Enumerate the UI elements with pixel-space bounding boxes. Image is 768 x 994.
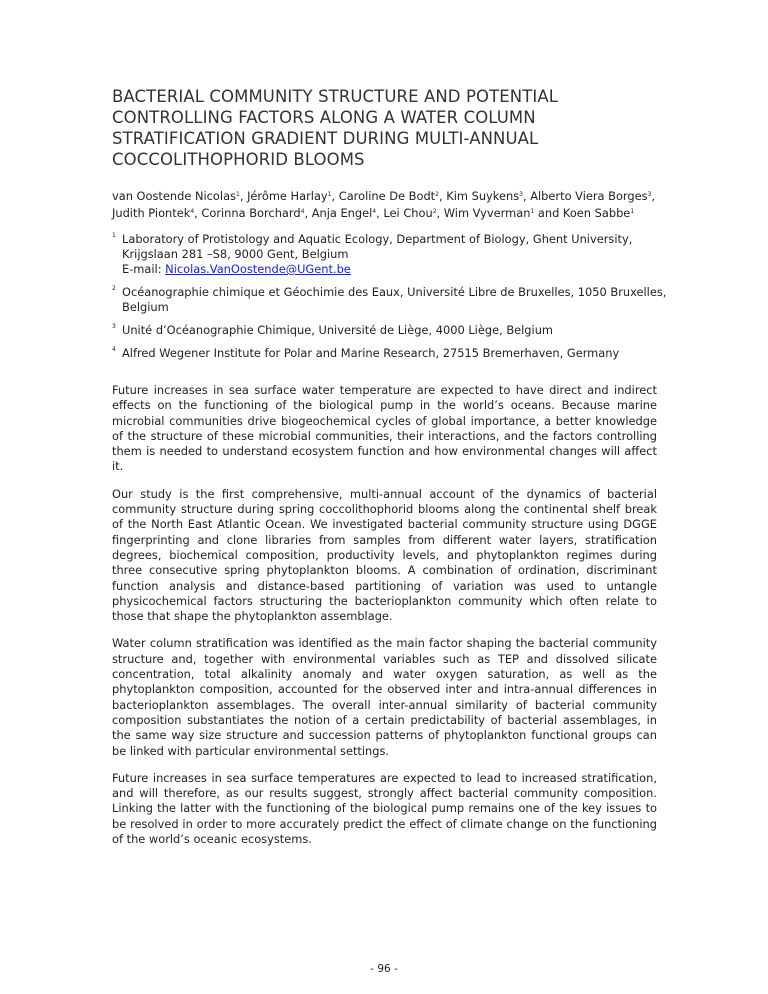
author-affiliation-ref: 1 (235, 191, 240, 198)
affiliation-number: 2 (112, 285, 116, 292)
affiliation-3 (112, 323, 672, 338)
affiliation-number: 3 (112, 323, 116, 330)
affiliation-list (112, 232, 667, 361)
author-affiliation-ref: 1 (630, 208, 635, 215)
author-name: Jérôme Harlay (247, 189, 328, 203)
affiliation-number: 1 (112, 232, 116, 239)
author-list: van Oostende Nicolas$^1$, Jérôme Harlay$^1$, Caroline De Bodt$^2$, Kim Suykens$^3$, Alberto Viera Borges$^3$, Judith Piontek$^4$, Corinna Borchard$^4$, Anja Engel$^4$, Lei Chou$^2$, Wim Vyverman$^1$ and Koen Sabbe$^1$ (112, 189, 656, 220)
affiliation-text: Krijgslaan 281 –S8, 9000 Gent, Belgium (122, 247, 349, 261)
author-name: Judith Piontek (112, 206, 191, 220)
author-name: Corinna Borchard (201, 206, 301, 220)
affiliation-text: Océanographie chimique et Géochimie des Eaux, Université Libre de Bruxelles, 1050 Bruxelles, (122, 285, 667, 299)
abstract-paragraph-2: Our study is the first comprehensive, multi-annual account of the dynamics of bacterial community structure during spring coccolithophorid blooms along the continental shelf break of the North East Atlantic Ocean. We investigated bacterial community structure using DGGE fingerprinting and clone libraries from samples from different water layers, stratification degrees, biochemical composition, productivity levels, and phytoplankton regimes during three consecutive spring phytoplankton blooms. A combination of ordination, discriminant function analysis and distance-based partitioning of variation was used to untangle physicochemical factors structuring the bacterioplankton community which often relate to those that shape the phytoplankton assemblage. (112, 486, 657, 624)
author-affiliation-ref: 4 (190, 208, 195, 215)
author-affiliation-ref: 1 (327, 191, 332, 198)
author-name: Alberto Viera Borges (530, 189, 648, 203)
affiliation-2 (112, 285, 672, 315)
affiliation-text: Laboratory of Protistology and Aquatic Ecology, Department of Biology, Ghent University, (122, 232, 633, 246)
author-affiliation-ref: 1 (530, 208, 535, 215)
document-title: BACTERIAL COMMUNITY STRUCTURE AND POTENTIAL CONTROLLING FACTORS ALONG A WATER COLUMN STRATIFICATION GRADIENT DURING MULTI-ANNUAL COCCOLITHOPHORID BLOOMS (112, 87, 559, 169)
abstract-paragraph-1: Future increases in sea surface water temperature are expected to have direct and indirect effects on the functioning of the biological pump in the world’s oceans. Because marine microbial communities drive biogeochemical cycles of global importance, a better knowledge of the structure of these microbial communities, their interactions, and the factors controlling them is needed to understand ecosystem function and how environmental changes will affect it. (112, 383, 657, 474)
author-name: Anja Engel (311, 206, 373, 220)
email-link[interactable]: Nicolas.VanOostende@UGent.be (165, 262, 351, 276)
email-label: E-mail: (122, 262, 166, 276)
affiliation-4 (112, 346, 672, 361)
author-affiliation-ref: 4 (372, 208, 377, 215)
author-affiliation-ref: 2 (432, 208, 437, 215)
affiliation-1 (112, 232, 672, 277)
author-name: Kim Suykens (446, 189, 520, 203)
affiliation-number: 4 (112, 346, 116, 353)
author-affiliation-ref: 3 (519, 191, 523, 198)
author-name: Lei Chou (383, 206, 433, 220)
author-name: Caroline De Bodt (338, 189, 436, 203)
author-affiliation-ref: 4 (300, 208, 305, 215)
author-name: Koen Sabbe (562, 206, 631, 220)
author-affiliation-ref: 2 (435, 191, 439, 198)
page-content (112, 0, 667, 919)
affiliation-text: Alfred Wegener Institute for Polar and Marine Research, 27515 Bremerhaven, Germany (122, 346, 620, 360)
author-name: Wim Vyverman (443, 206, 531, 220)
author-affiliation-ref: 3 (647, 191, 652, 198)
abstract-paragraph-4: Future increases in sea surface temperatures are expected to lead to increased stratification, and will therefore, as our results suggest, strongly affect bacterial community composition. Linking the latter with the functioning of the biological pump remains one of the key issues to be resolved in order to more accurately predict the effect of climate change on the functioning of the world’s oceanic ecosystems. (112, 770, 657, 847)
page-number: - 96 - (370, 963, 398, 975)
abstract-paragraph-3: Water column stratification was identified as the main factor shaping the bacterial community structure and, together with environmental variables such as TEP and dissolved silicate concentration, total alkalinity anomaly and water oxygen saturation, as well as the phytoplankton composition, accounted for the observed inter and intra-annual differences in bacterioplankton assemblages. The overall inter-annual similarity of bacterial community composition substantiates the notion of a certain predictability of bacterial assemblages, in the same way size structure and succession patterns of phytoplankton functional groups can be linked with particular environmental settings. (112, 636, 657, 758)
affiliation-text: Unité d’Océanographie Chimique, Université de Liège, 4000 Liège, Belgium (122, 323, 554, 337)
affiliation-text: Belgium (122, 300, 169, 314)
author-name: van Oostende Nicolas (112, 189, 236, 203)
